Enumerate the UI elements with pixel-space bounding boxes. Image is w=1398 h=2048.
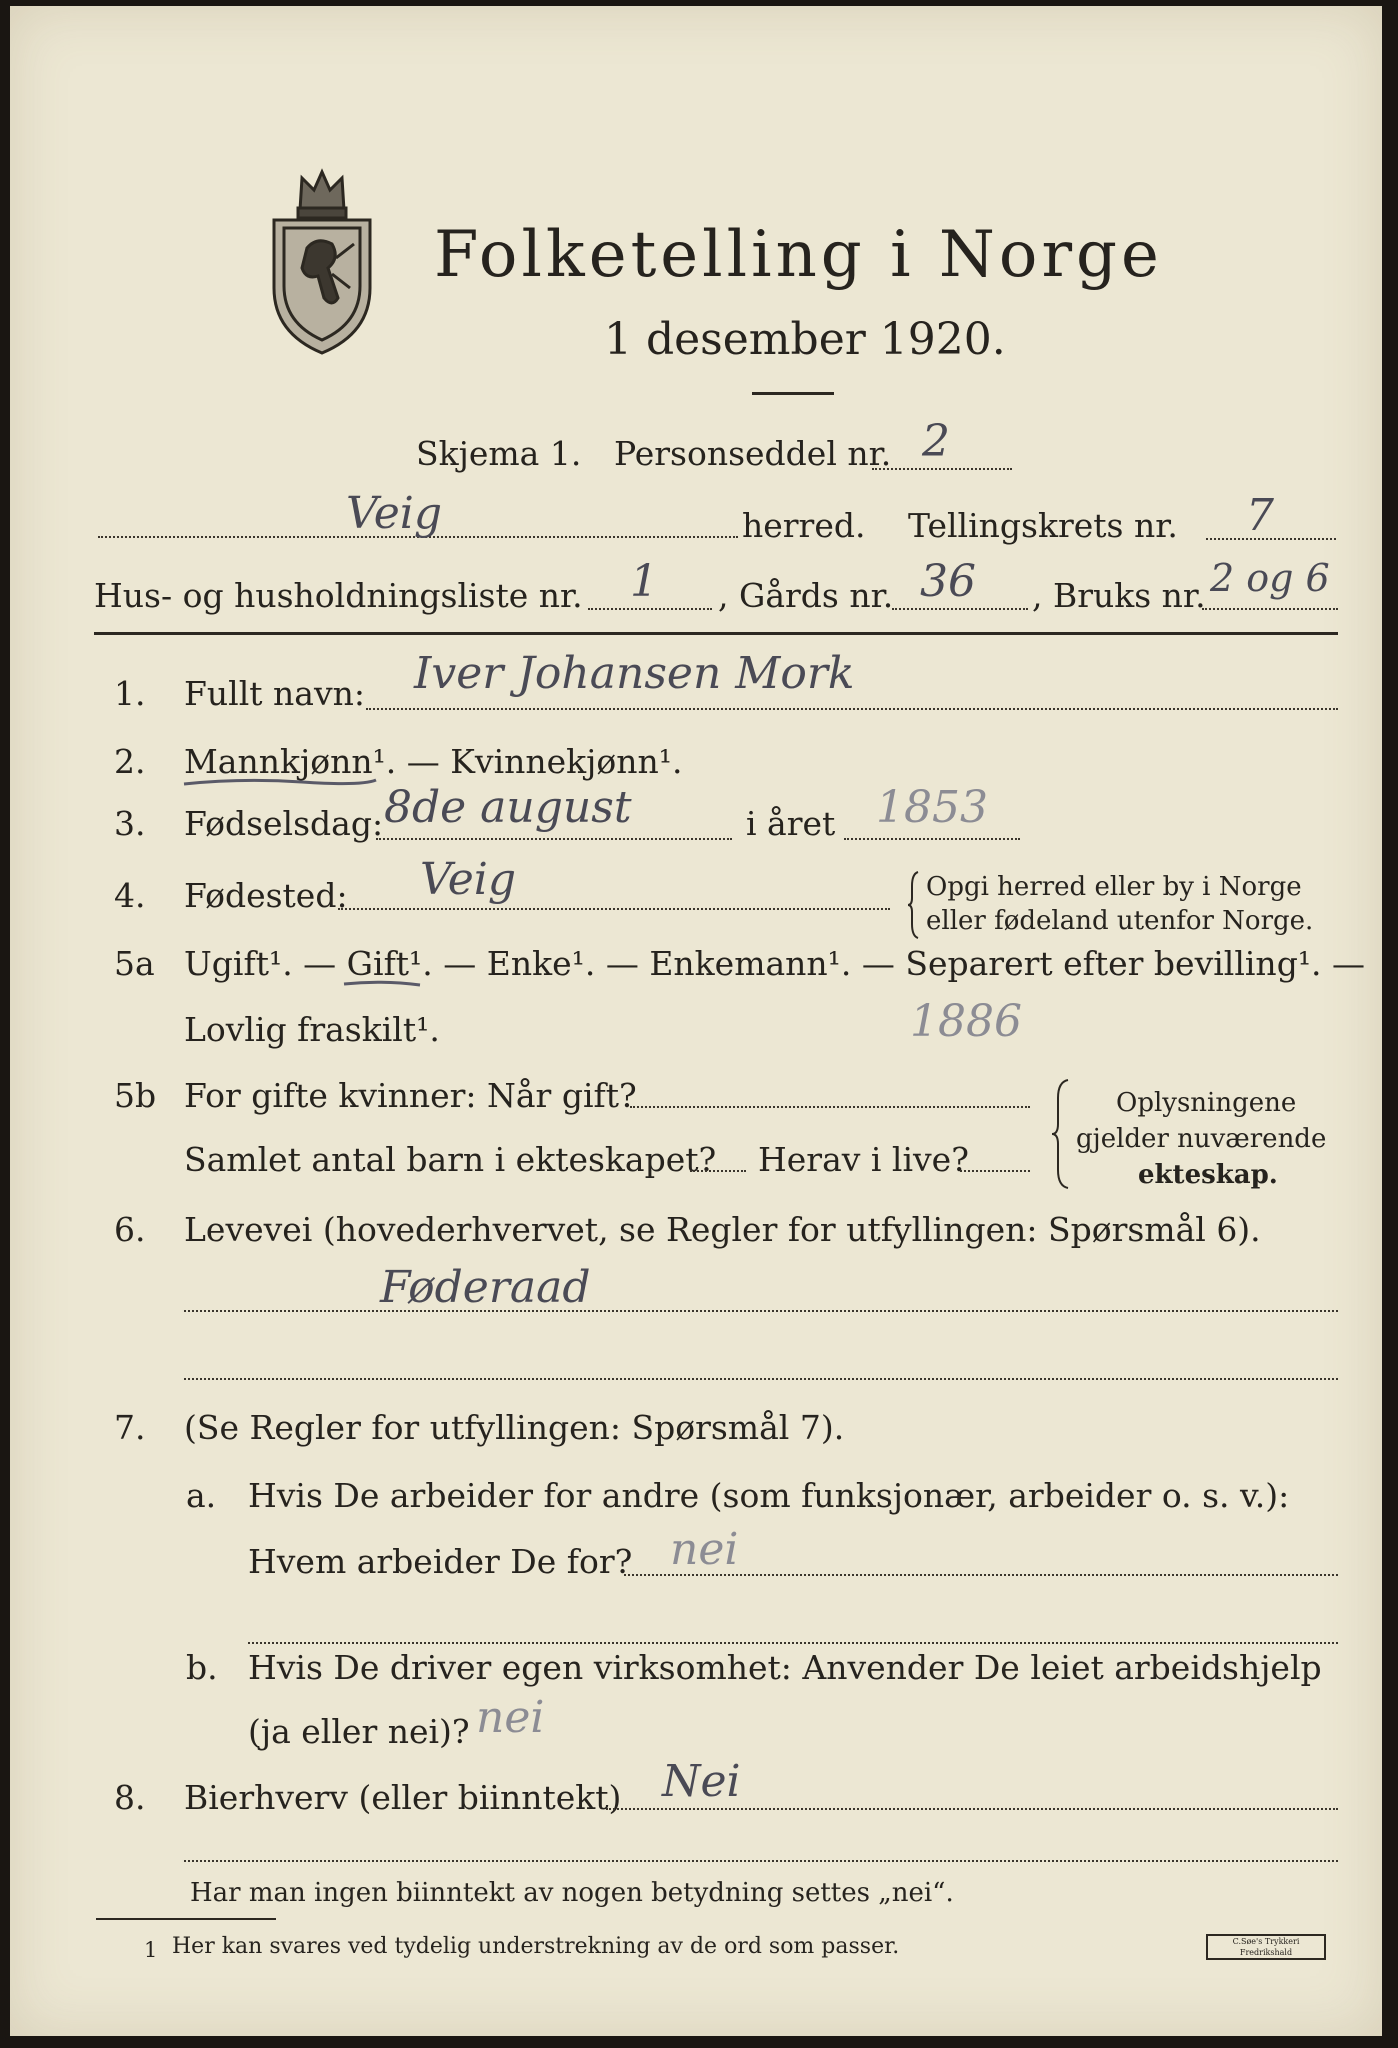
q7b-letter: b. [186,1648,218,1687]
q3-number: 3. [114,804,146,843]
form-date: 1 desember 1920. [604,314,1006,365]
q6-line-1 [184,1310,1338,1312]
q8-note: Har man ingen biinntekt av nogen betydning settes „nei“. [190,1878,954,1908]
q5a-label-2: Lovlig fraskilt¹. [184,1010,440,1049]
q7b-label-1: Hvis De driver egen virksomhet: Anvender De leiet arbeidshjelp [248,1648,1322,1687]
footnote-text: Her kan svares ved tydelig understrekning av de ord som passer. [172,1934,900,1959]
q5b-note-2: gjelder nuværende [1076,1124,1327,1154]
q5b-label-3: Herav i live? [758,1140,969,1179]
bruks-value: 2 og 6 [1210,556,1330,600]
q6-number: 6. [114,1210,146,1249]
personseddel-line [872,468,1012,470]
bruks-label: , Bruks nr. [1032,576,1206,615]
q7a-line-2 [248,1642,1338,1644]
q7b-value: nei [476,1692,545,1743]
tellingskrets-label: Tellingskrets nr. [908,506,1178,545]
printer-stamp: C.Søe's Trykkeri Fredrikshald [1206,1934,1326,1960]
q4-note-brace [908,870,922,940]
q8-line-2 [184,1860,1338,1862]
q6-value: Føderaad [380,1262,591,1313]
q6-label: Levevei (hovederhvervet, se Regler for utfyllingen: Spørsmål 6). [184,1210,1261,1249]
q8-value: Nei [662,1756,741,1807]
schema-label: Skjema 1. [416,434,582,473]
q4-note-1: Opgi herred eller by i Norge [926,872,1302,902]
q5a-label: Ugift¹. — Gift¹. — Enke¹. — Enkemann¹. — Separert efter bevilling¹. — [184,944,1366,983]
q4-value: Veig [420,854,517,905]
q3-label: Fødselsdag: [184,804,384,843]
norwegian-coat-of-arms-icon [262,148,382,358]
q5b-alive-line [960,1170,1030,1172]
footnote-mark: 1 [144,1938,158,1962]
q4-line [338,908,890,910]
herred-label: herred. [742,506,866,545]
q7b-label-2: (ja eller nei)? [248,1712,470,1751]
q3-year-label: i året [746,804,836,843]
census-form-sheet [10,6,1382,2036]
q7a-letter: a. [186,1476,217,1515]
header-rule [94,632,1338,635]
q4-label: Fødested: [184,876,348,915]
q4-note-2: eller fødeland utenfor Norge. [926,906,1314,936]
q1-value: Iver Johansen Mork [414,648,855,699]
herred-value: Veig [346,488,443,539]
q5a-marriage-year: 1886 [910,996,1022,1047]
q3-value: 8de august [384,782,632,833]
q8-number: 8. [114,1778,146,1817]
q4-number: 4. [114,876,146,915]
q2-label: Mannkjønn¹. — Kvinnekjønn¹. [184,742,683,781]
q7-number: 7. [114,1408,146,1447]
footnote-rule [96,1918,276,1920]
q2-number: 2. [114,742,146,781]
q1-number: 1. [114,674,146,713]
personseddel-label: Personseddel nr. [614,434,892,473]
husholdning-line [588,608,712,610]
q5b-label-2: Samlet antal barn i ekteskapet? [184,1140,717,1179]
tellingskrets-value: 7 [1246,490,1274,541]
q8-label: Bierhverv (eller biinntekt) [184,1778,622,1817]
husholdning-label: Hus- og husholdningsliste nr. [94,576,583,615]
q7-label: (Se Regler for utfyllingen: Spørsmål 7). [184,1408,845,1447]
q3-year-line [844,838,1020,840]
q5a-number: 5a [114,944,155,983]
q3-year-value: 1853 [876,782,988,833]
gards-label: , Gårds nr. [718,576,894,615]
form-title: Folketelling i Norge [434,218,1163,292]
title-divider [752,392,834,395]
q5b-married-line [630,1106,1030,1108]
gards-value: 36 [920,556,976,607]
q7a-label-1: Hvis De arbeider for andre (som funksjonær, arbeider o. s. v.): [248,1476,1290,1515]
q3-date-line [376,838,732,840]
q1-line [366,708,1338,710]
q1-label: Fullt navn: [184,674,365,713]
q5b-label-1: For gifte kvinner: Når gift? [184,1076,637,1115]
q5b-number: 5b [114,1076,157,1115]
bruks-line [1202,608,1338,610]
husholdning-value: 1 [630,556,658,607]
q5a-gift-underline [342,978,422,990]
q5b-note-3: ekteskap. [1138,1160,1278,1190]
q5b-children-line [690,1170,746,1172]
personseddel-value: 2 [922,416,950,467]
q7a-label-2: Hvem arbeider De for? [248,1542,633,1581]
q6-line-2 [184,1378,1338,1380]
q8-line-1 [606,1808,1338,1810]
q5b-note-1: Oplysningene [1116,1088,1297,1118]
q7a-value: nei [670,1524,739,1575]
q5b-note-brace [1050,1078,1072,1190]
gards-line [892,608,1028,610]
q2-mannkjonn-underline [182,776,378,790]
